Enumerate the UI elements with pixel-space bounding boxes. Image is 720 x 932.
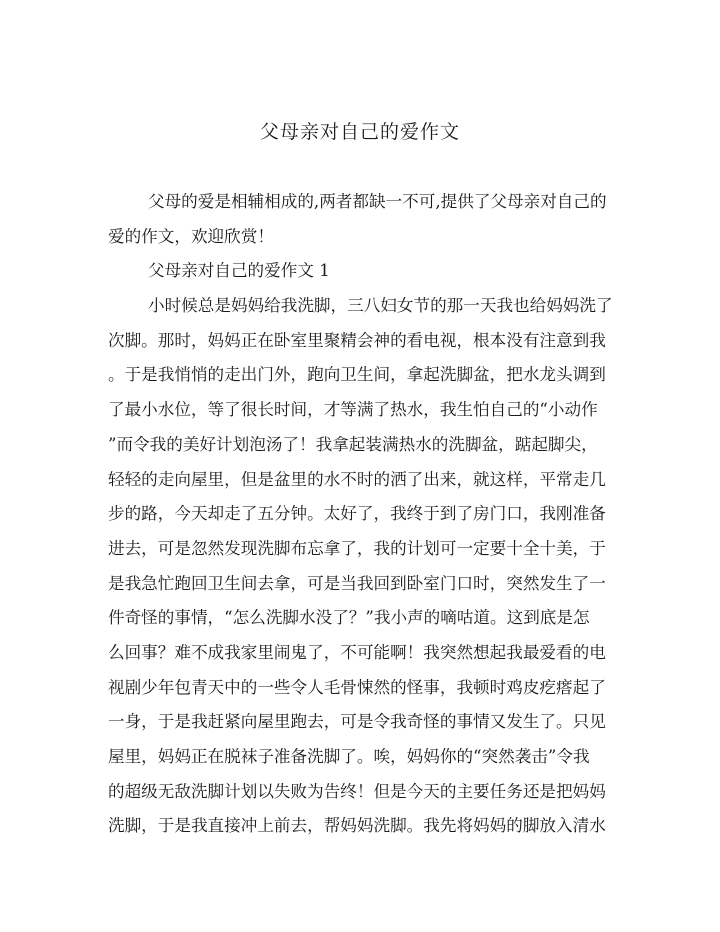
paragraph-line: 的超级无敌洗脚计划以失败为告终！但是今天的主要任务还是把妈妈 [108,781,606,801]
paragraph-line: 次脚。那时，妈妈正在卧室里聚精会神的看电视，根本没有注意到我 [108,330,606,350]
document-title: 父母亲对自己的爱作文 [259,121,460,143]
paragraph-line: 轻轻的走向屋里，但是盆里的水不时的洒了出来，就这样，平常走几 [108,469,606,489]
paragraph-line: 进去，可是忽然发现洗脚布忘拿了，我的计划可一定要十全十美，于 [108,538,606,558]
paragraph-line: 小时候总是妈妈给我洗脚，三八妇女节的那一天我也给妈妈洗了 [148,296,613,316]
paragraph-line: 爱的作文，欢迎欣赏！ [108,226,274,246]
paragraph-line: 洗脚，于是我直接冲上前去，帮妈妈洗脚。我先将妈妈的脚放入清水 [108,816,606,836]
paragraph-line: 视剧少年包青天中的一些令人毛骨悚然的怪事，我顿时鸡皮疙瘩起了 [108,677,606,697]
paragraph-line: 件奇怪的事情，“怎么洗脚水没了？”我小声的嘀咕道。这到底是怎 [108,608,590,628]
paragraph-line: 。于是我悄悄的走出门外，跑向卫生间，拿起洗脚盆，把水龙头调到 [108,365,606,385]
paragraph-line: 父母的爱是相辅相成的,两者都缺一不可,提供了父母亲对自己的 [148,192,607,211]
paragraph-line: 是我急忙跑回卫生间去拿，可是当我回到卧室门口时，突然发生了一 [108,573,606,593]
paragraph-line: 么回事？难不成我家里闹鬼了，不可能啊！我突然想起我最爱看的电 [108,642,606,662]
paragraph-line: 了最小水位，等了很长时间，才等满了热水，我生怕自己的“小动作 [108,400,598,420]
paragraph-line: 屋里，妈妈正在脱袜子准备洗脚了。唉，妈妈你的“突然袭击”令我 [108,747,590,766]
section-heading: 父母亲对自己的爱作文 1 [148,261,330,281]
paragraph-line: 一身，于是我赶紧向屋里跑去，可是令我奇怪的事情又发生了。只见 [108,712,606,732]
paragraph-line: 步的路，今天却走了五分钟。太好了，我终于到了房门口，我刚准备 [108,504,606,524]
paragraph-line: ”而令我的美好计划泡汤了！我拿起装满热水的洗脚盆，踮起脚尖， [108,434,598,454]
document-body [108,185,614,844]
